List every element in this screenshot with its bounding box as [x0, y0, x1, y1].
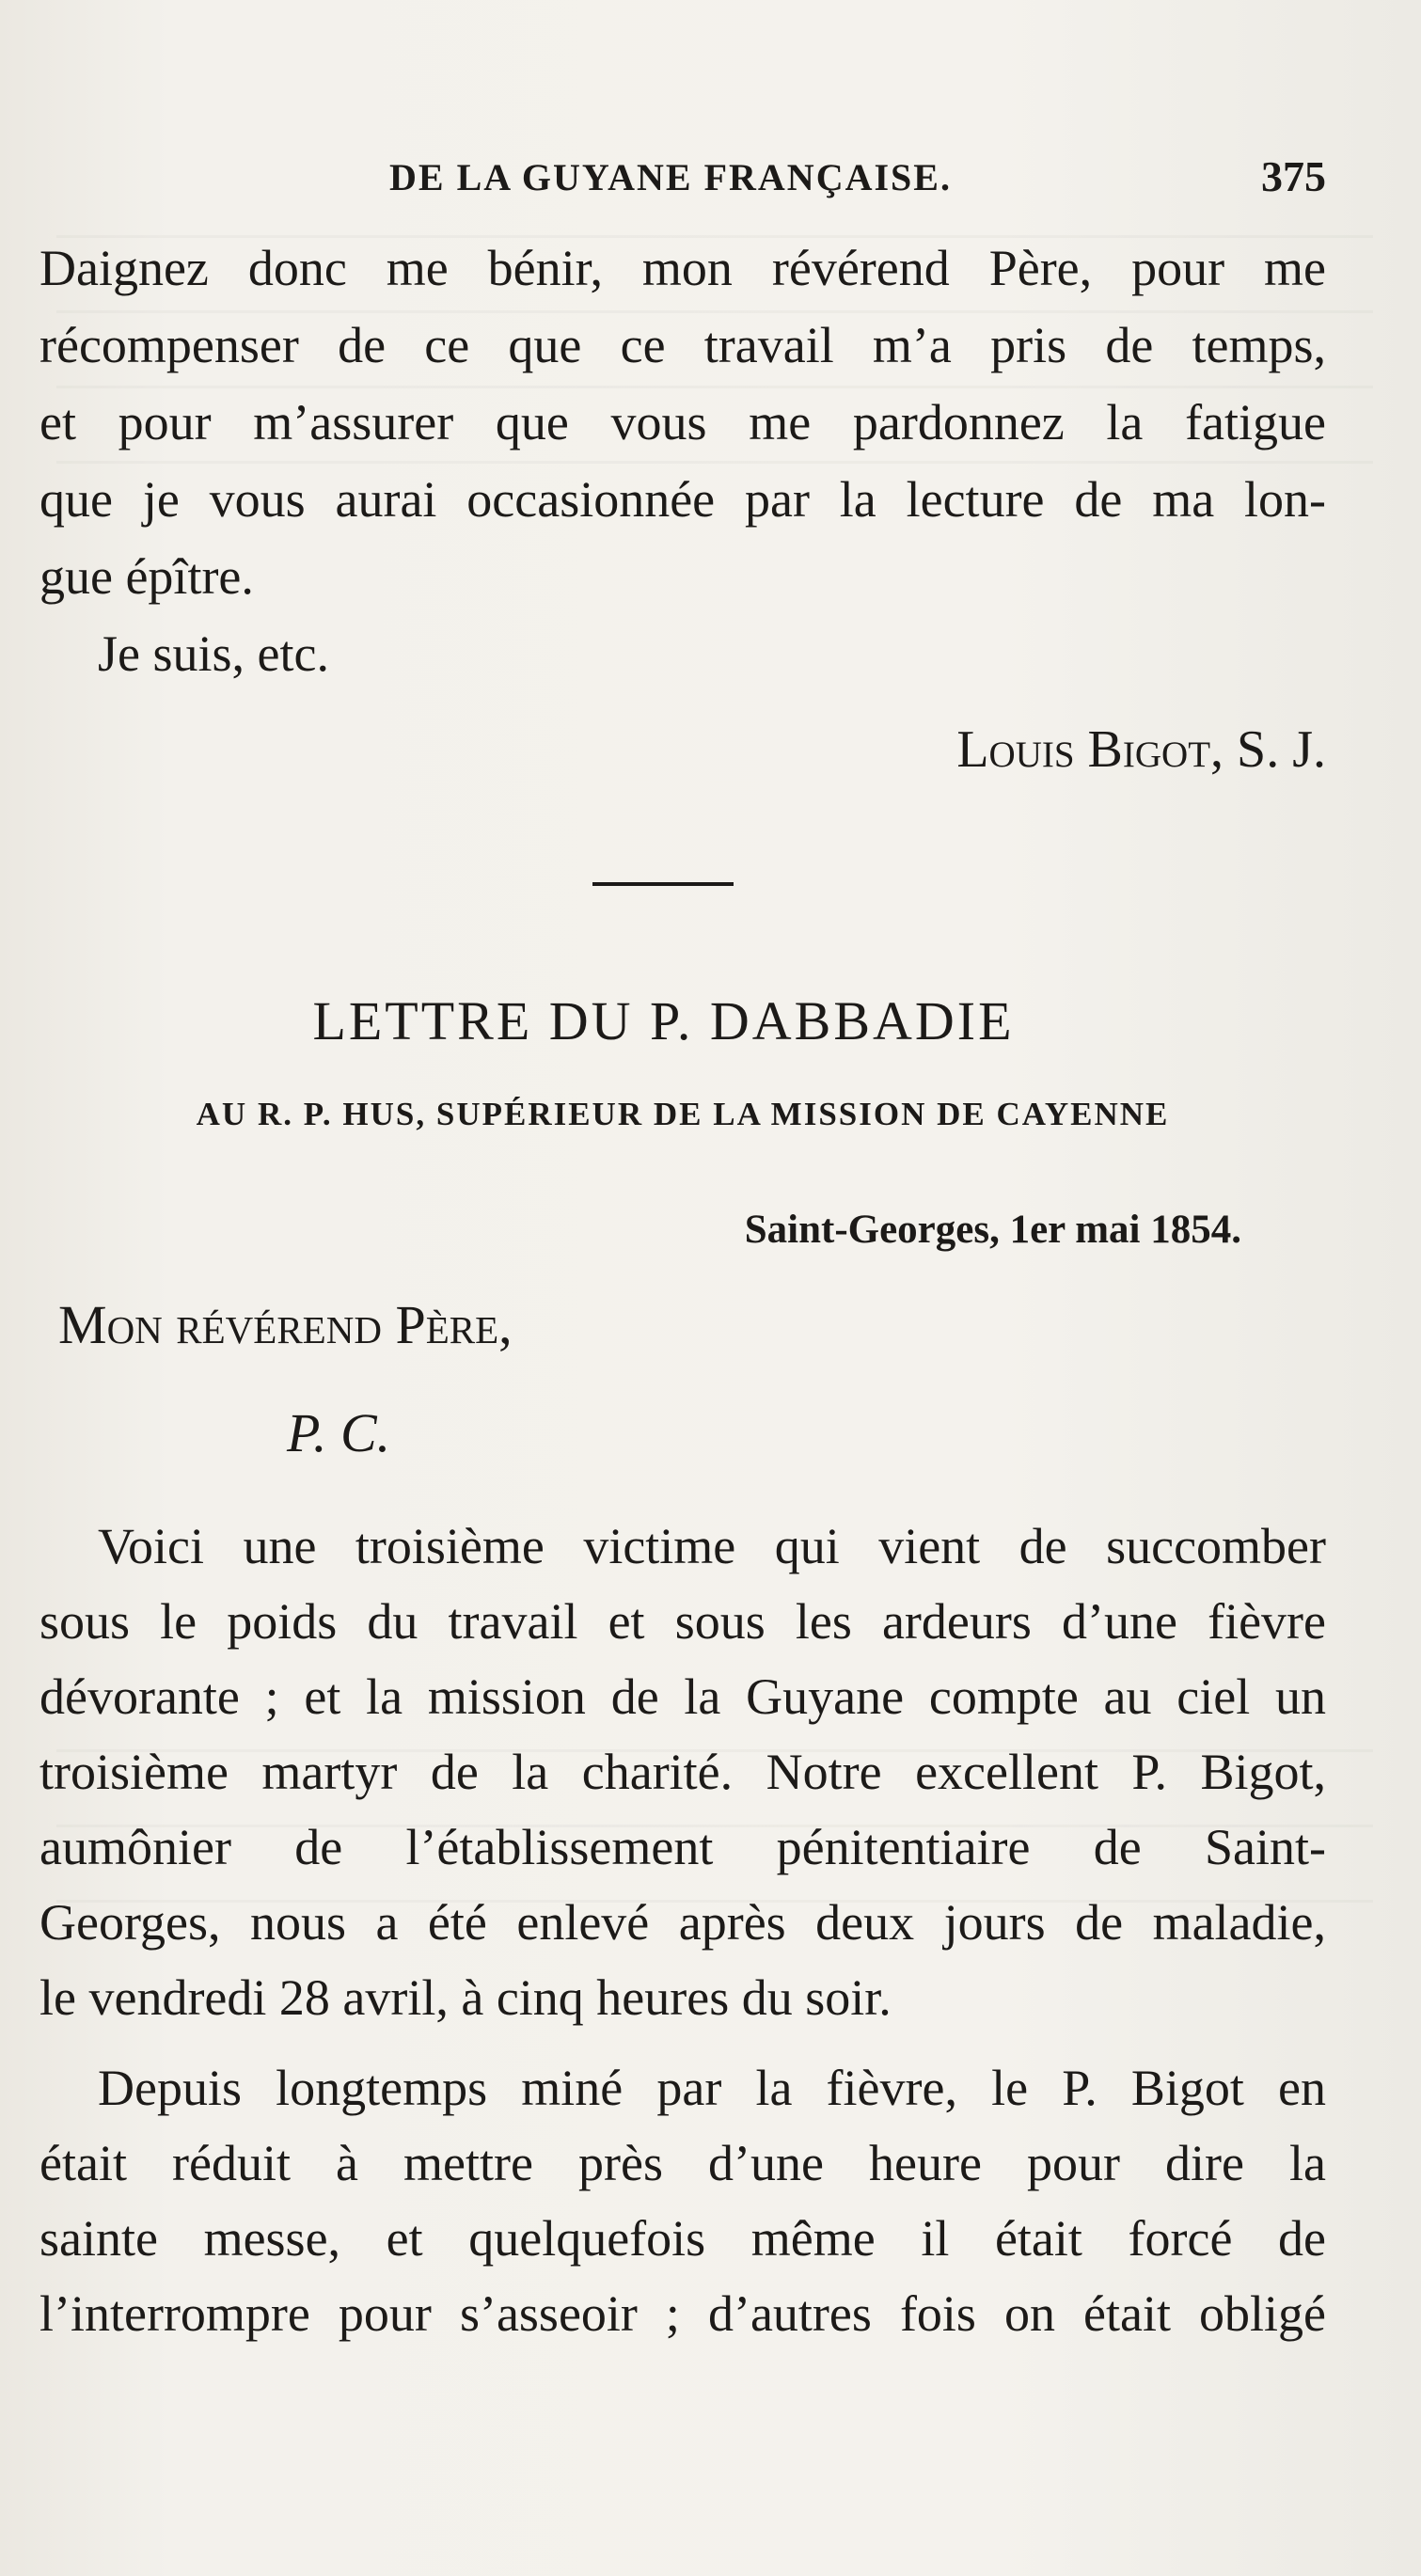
page-number: 375 [1261, 152, 1326, 200]
text-line: troisième martyr de la charité. Notre excellent P. Bigot, [39, 1744, 1326, 1800]
text-line: Depuis longtemps miné par la fièvre, le P. Bigot en [98, 2060, 1326, 2116]
text-line: l’interrompre pour s’asseoir ; d’autres fois on était obligé [39, 2285, 1326, 2342]
text-line: dévorante ; et la mission de la Guyane compte au ciel un [39, 1668, 1326, 1725]
closing-formula: Je suis, etc. [98, 625, 329, 682]
letter-dateline: Saint-Georges, 1er mai 1854. [744, 1208, 1241, 1252]
text-line: sous le poids du travail et sous les ardeurs d’une fièvre [39, 1593, 1326, 1650]
text-line: était réduit à mettre près d’une heure pour dire la [39, 2135, 1326, 2191]
letter-addressee: AU R. P. HUS, SUPÉRIEUR DE LA MISSION DE CAYENNE [196, 1096, 1170, 1132]
text-line: le vendredi 28 avril, à cinq heures du soir. [39, 1969, 892, 2026]
text-line: aumônier de l’établissement pénitentiaire de Saint- [39, 1819, 1326, 1875]
text-line: récompenser de ce que ce travail m’a pris de temps, [39, 317, 1326, 373]
letter-salutation: Mon révérend Père, [58, 1294, 513, 1355]
running-head [39, 152, 1326, 212]
section-rule [592, 882, 734, 886]
signature: Louis Bigot, S. J. [956, 720, 1326, 779]
text-line: que je vous aurai occasionnée par la lecture de ma lon- [39, 471, 1326, 528]
text-line: Georges, nous a été enlevé après deux jours de maladie, [39, 1894, 1326, 1951]
text-line: et pour m’assurer que vous me pardonnez la fatigue [39, 394, 1326, 450]
letter-title: LETTRE DU P. DABBADIE [312, 990, 1015, 1051]
running-head-title: DE LA GUYANE FRANÇAISE. [389, 156, 952, 198]
text-line: Voici une troisième victime qui vient de succomber [98, 1518, 1326, 1574]
text-line: Daignez donc me bénir, mon révérend Père, pour me [39, 240, 1326, 296]
text-line: sainte messe, et quelquefois même il était forcé de [39, 2210, 1326, 2267]
text-line: gue épître. [39, 548, 254, 605]
letter-pc: P. C. [287, 1402, 391, 1463]
